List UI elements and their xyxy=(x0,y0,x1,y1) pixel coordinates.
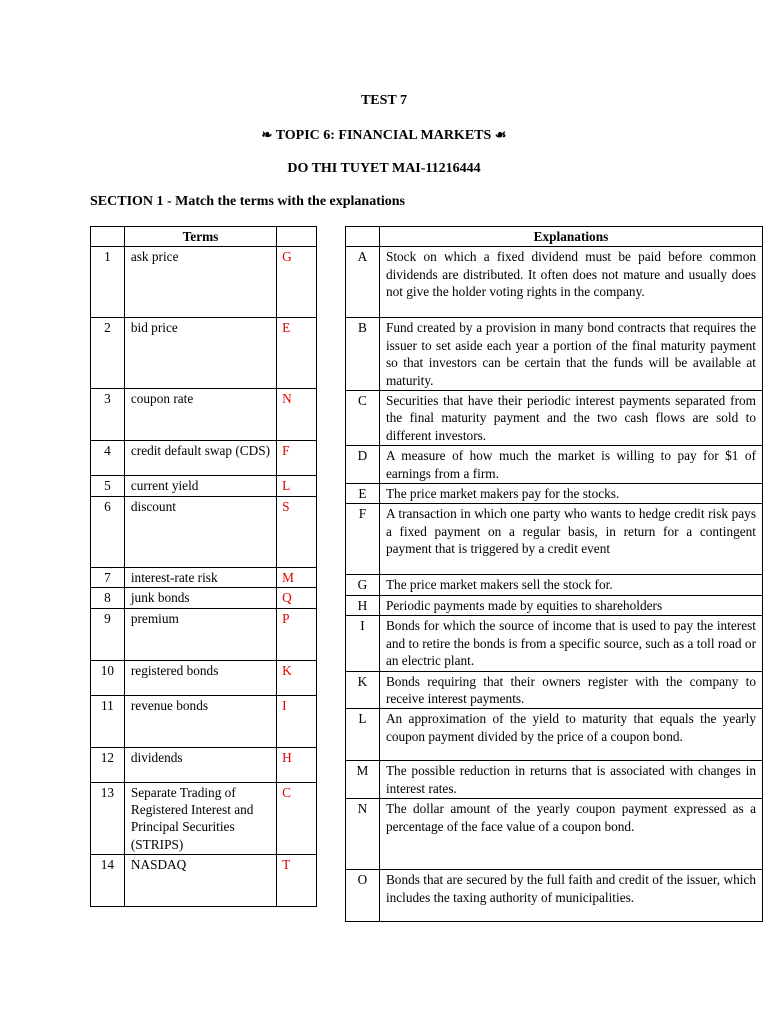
explanation-letter: A xyxy=(346,247,380,318)
terms-row xyxy=(91,496,317,567)
term-text: revenue bonds xyxy=(124,695,276,747)
explanation-letter: H xyxy=(346,595,380,615)
term-number: 3 xyxy=(91,389,125,441)
explanation-row xyxy=(346,504,763,575)
term-number: 7 xyxy=(91,567,125,587)
term-text: premium xyxy=(124,608,276,660)
explanation-row xyxy=(346,799,763,870)
term-answer: F xyxy=(277,441,317,476)
term-answer: E xyxy=(277,318,317,389)
terms-row xyxy=(91,567,317,587)
explanations-header: Explanations xyxy=(379,227,762,247)
explanation-letter: M xyxy=(346,761,380,799)
term-text: coupon rate xyxy=(124,389,276,441)
term-number: 14 xyxy=(91,855,125,907)
explanation-row xyxy=(346,709,763,761)
explanation-row xyxy=(346,484,763,504)
explanations-header-blank xyxy=(346,227,380,247)
term-text: NASDAQ xyxy=(124,855,276,907)
explanation-text: Bonds for which the source of income that is used to pay the interest and to retire the bonds is from a specific source, such as a toll road or an electric plant. xyxy=(379,616,762,671)
explanation-text: Stock on which a fixed dividend must be paid before common dividends are distributed. It often does not mature and usually does not give the holder voting rights in the company. xyxy=(379,247,762,318)
explanation-text: The possible reduction in returns that is associated with changes in interest rates. xyxy=(379,761,762,799)
terms-row xyxy=(91,695,317,747)
explanation-letter: F xyxy=(346,504,380,575)
term-number: 11 xyxy=(91,695,125,747)
explanation-letter: C xyxy=(346,391,380,446)
term-text: credit default swap (CDS) xyxy=(124,441,276,476)
topic-title xyxy=(0,127,768,144)
term-number: 13 xyxy=(91,782,125,855)
term-answer: S xyxy=(277,496,317,567)
explanations-table xyxy=(345,226,763,922)
section-title: SECTION 1 - Match the terms with the explanations xyxy=(90,194,405,209)
term-number: 12 xyxy=(91,747,125,782)
explanation-letter: O xyxy=(346,870,380,922)
term-answer: K xyxy=(277,660,317,695)
term-number: 10 xyxy=(91,660,125,695)
explanation-text: A measure of how much the market is willing to pay for $1 of earnings from a firm. xyxy=(379,446,762,484)
explanation-row xyxy=(346,595,763,615)
explanation-row xyxy=(346,446,763,484)
explanation-text: The price market makers pay for the stocks. xyxy=(379,484,762,504)
term-number: 4 xyxy=(91,441,125,476)
terms-row xyxy=(91,747,317,782)
explanation-text: An approximation of the yield to maturity that equals the yearly coupon payment divided by the price of a coupon bond. xyxy=(379,709,762,761)
fleuron-left-icon: ❧ xyxy=(261,127,273,142)
term-answer: L xyxy=(277,476,317,496)
answer-header-blank xyxy=(277,227,317,247)
explanation-text: The price market makers sell the stock for. xyxy=(379,575,762,595)
explanation-row xyxy=(346,671,763,709)
terms-table xyxy=(90,226,317,907)
term-answer: Q xyxy=(277,588,317,608)
term-text: junk bonds xyxy=(124,588,276,608)
explanation-text: A transaction in which one party who wants to hedge credit risk pays a fixed payment on a regular basis, in return for a contingent payment that is triggered by a credit event xyxy=(379,504,762,575)
terms-row xyxy=(91,608,317,660)
term-number: 5 xyxy=(91,476,125,496)
explanation-letter: G xyxy=(346,575,380,595)
term-text: interest-rate risk xyxy=(124,567,276,587)
term-answer: N xyxy=(277,389,317,441)
term-text: bid price xyxy=(124,318,276,389)
terms-row xyxy=(91,441,317,476)
explanation-text: Securities that have their periodic interest payments separated from the final maturity payment and the two cash flows are sold to different investors. xyxy=(379,391,762,446)
explanation-row xyxy=(346,247,763,318)
term-number: 1 xyxy=(91,247,125,318)
explanation-letter: I xyxy=(346,616,380,671)
term-text: current yield xyxy=(124,476,276,496)
explanations-header-row xyxy=(346,227,763,247)
explanation-row xyxy=(346,870,763,922)
terms-row xyxy=(91,476,317,496)
term-number: 6 xyxy=(91,496,125,567)
explanation-letter: E xyxy=(346,484,380,504)
test-title: TEST 7 xyxy=(360,93,408,108)
terms-row xyxy=(91,389,317,441)
explanation-letter: L xyxy=(346,709,380,761)
terms-row xyxy=(91,782,317,855)
term-text: discount xyxy=(124,496,276,567)
explanation-text: Bonds that are secured by the full faith and credit of the issuer, which includes the taxing authority of municipalities. xyxy=(379,870,762,922)
explanation-row xyxy=(346,575,763,595)
explanation-letter: B xyxy=(346,318,380,391)
fleuron-right-icon: ☙ xyxy=(494,127,507,142)
explanation-row xyxy=(346,318,763,391)
term-answer: T xyxy=(277,855,317,907)
terms-row xyxy=(91,247,317,318)
terms-row xyxy=(91,588,317,608)
term-answer: M xyxy=(277,567,317,587)
terms-row xyxy=(91,318,317,389)
terms-header-blank xyxy=(91,227,125,247)
terms-header: Terms xyxy=(124,227,276,247)
explanation-letter: K xyxy=(346,671,380,709)
term-answer: G xyxy=(277,247,317,318)
term-number: 9 xyxy=(91,608,125,660)
explanation-letter: N xyxy=(346,799,380,870)
term-number: 8 xyxy=(91,588,125,608)
topic-text: TOPIC 6: FINANCIAL MARKETS xyxy=(275,128,492,143)
explanation-row xyxy=(346,616,763,671)
explanation-letter: D xyxy=(346,446,380,484)
explanation-text: Periodic payments made by equities to shareholders xyxy=(379,595,762,615)
term-text: dividends xyxy=(124,747,276,782)
explanation-row xyxy=(346,761,763,799)
term-text: Separate Trading of Registered Interest and Principal Securities (STRIPS) xyxy=(124,782,276,855)
term-number: 2 xyxy=(91,318,125,389)
term-answer: C xyxy=(277,782,317,855)
terms-row xyxy=(91,660,317,695)
terms-row xyxy=(91,855,317,907)
student-name: DO THI TUYET MAI-11216444 xyxy=(287,161,481,176)
term-answer: I xyxy=(277,695,317,747)
term-answer: H xyxy=(277,747,317,782)
explanation-text: Bonds requiring that their owners register with the company to receive interest payments. xyxy=(379,671,762,709)
explanation-text: Fund created by a provision in many bond contracts that requires the issuer to set aside each year a portion of the final maturity payment so that investors can be certain that the funds will be available at maturity. xyxy=(379,318,762,391)
term-text: ask price xyxy=(124,247,276,318)
explanation-text: The dollar amount of the yearly coupon payment expressed as a percentage of the face value of a coupon bond. xyxy=(379,799,762,870)
terms-header-row xyxy=(91,227,317,247)
term-answer: P xyxy=(277,608,317,660)
explanation-row xyxy=(346,391,763,446)
term-text: registered bonds xyxy=(124,660,276,695)
